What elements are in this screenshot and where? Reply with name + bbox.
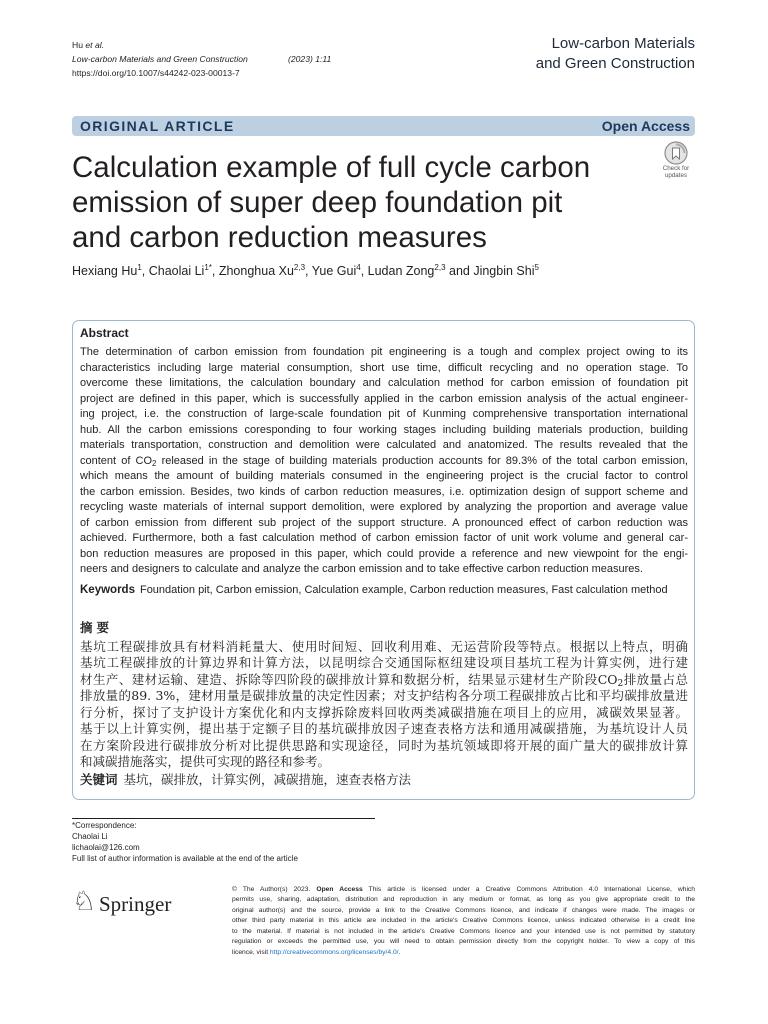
author-list — [72, 263, 672, 281]
journal-logo-line-1: Low-carbon Materials — [551, 35, 695, 52]
article-title — [72, 150, 652, 255]
abstract-line-part: released in the stage of building materials production accounts for 89.3% of the total carbon emission, — [156, 454, 688, 467]
abstract-text — [80, 345, 688, 578]
license-link[interactable]: http://creativecommons.org/licenses/by/4.0/ — [269, 948, 399, 956]
abstract-line: characteristics including large material consumption, short use time, difficult recycling and no operation stage. To — [80, 361, 688, 374]
journal-citation-line — [72, 52, 372, 66]
license-line: other third party material in this article are included in the article's Creative Commons licence, unless indicated otherwise in a credit line — [232, 917, 695, 925]
license-text: licence, visit — [232, 948, 270, 956]
chinese-line-part: 排放量占总 — [623, 671, 688, 687]
chinese-abstract-line: 在方案阶段进行碳排放分析对比提供思路和实现途径，同时为基坑领域即将开展的面广量大的碳排放计算 — [80, 737, 688, 753]
author-separator: , — [305, 264, 312, 278]
abstract-line: of carbon emission from different sub project of the support structure. A pronounced effect of carbon reduction was — [80, 516, 688, 529]
license-line — [232, 885, 695, 896]
doi-line — [72, 66, 372, 80]
author-affiliation: 1 — [137, 263, 142, 272]
abstract-line: hub. All the carbon emissions coresponding to four working stages including building materials production, building — [80, 423, 688, 436]
chinese-abstract-text — [80, 639, 688, 771]
chinese-keywords-text: 基坑，碳排放，计算实例，减碳措施，速查表格方法 — [123, 772, 412, 787]
springer-logo — [72, 886, 182, 920]
license-line: regulation or exceeds the permitted use, you will need to obtain permission directly from the copyright holder. To view a copy of this — [232, 938, 695, 946]
journal-logo-text — [435, 34, 695, 74]
abstract-line: project are defined in this paper, which is successfully applied in the carbon emission analysis of the actual engineer- — [80, 392, 688, 405]
corresponding-email[interactable]: lichaolai@126.com — [72, 843, 140, 852]
author-separator: and — [445, 264, 474, 278]
chinese-abstract-heading: 摘要 — [80, 620, 114, 635]
chinese-abstract-line — [80, 672, 688, 689]
author-separator: , — [141, 264, 149, 278]
title-line: Calculation example of full cycle carbon — [72, 151, 591, 184]
license-text: . — [398, 948, 401, 956]
abstract-line: materials transportation, construction and demolition were calculated and anatomized. The results revealed that the — [80, 439, 688, 451]
abstract-line: the carbon emission. Besides, two kinds of carbon reduction measures, i.e. optimization design of support scheme and — [80, 485, 688, 498]
author-affiliation: 2,3 — [434, 263, 446, 272]
subscript: 2 — [617, 678, 624, 689]
abstract-line: ing project, i.e. the construction of large-scale foundation pit of Kunming comprehensive transportation international — [80, 408, 688, 420]
check-for-updates-line-2: updates — [664, 172, 688, 179]
author-name: Hexiang Hu — [72, 264, 138, 278]
author-name: Jingbin Shi — [473, 264, 535, 278]
et-al: et al. — [85, 40, 105, 50]
springer-horse-icon: ♘ — [72, 886, 97, 917]
article-type: ORIGINAL ARTICLE — [80, 118, 235, 134]
license-line: permits use, sharing, adaptation, distribution and reproduction in any medium or format, as long as you give appropriate credit to the — [232, 896, 695, 904]
abstract-line: achieved. Furthermore, both a fast calculation method of carbon emission factor of unit work volume and general car- — [80, 532, 688, 544]
chinese-abstract-line: 基坑工程碳排放的计算边界和计算方法，以昆明综合交通国际枢纽建设项目基坑工程为计算实例，进行建 — [80, 655, 688, 671]
keywords-label: Keywords — [80, 584, 135, 596]
author-affiliation: 2,3 — [293, 263, 306, 272]
author-name: Zhonghua Xu — [218, 264, 294, 278]
author-name: Ludan Zong — [367, 264, 435, 278]
doi-link[interactable]: https://doi.org/10.1007/s44242-023-00013-7 — [72, 68, 240, 78]
chinese-abstract-line: 行分析，探讨了支护设计方案优化和内支撑拆除废料回收两类减碳措施在项目上的应用，减碳效果显著。 — [80, 704, 688, 720]
author-name: Yue Gui — [311, 264, 357, 278]
keywords — [80, 582, 688, 598]
license-line — [232, 948, 695, 959]
license-statement — [232, 885, 695, 959]
author-separator: , — [211, 264, 219, 278]
chinese-line-part: 材生产、建材运输、建造、拆除等四阶段的碳排放计算和数据分析，结果显示建材生产阶段CO — [80, 671, 618, 687]
abstract-line-part: content of CO — [80, 454, 153, 467]
footnote-divider — [72, 818, 375, 819]
author-affiliation: 5 — [534, 263, 539, 272]
abstract-line: The determination of carbon emission from foundation pit engineering is a tough and complex project owing to its — [80, 346, 688, 358]
check-for-updates-line-1: Check for — [662, 165, 690, 172]
license-copyright: © The Author(s) 2023. — [232, 885, 317, 893]
chinese-abstract-line: 和减碳措施落实，提供可实现的路径和参考。 — [80, 754, 331, 770]
author-name: Chaolai Li — [148, 264, 205, 278]
abstract-line: bon reduction measures are proposed in this paper, which could provide a reference and new viewpoint for the engi- — [80, 547, 688, 560]
keywords-text: Foundation pit, Carbon emission, Calculation example, Carbon reduction measures, Fast calculation method — [139, 584, 668, 596]
author-short-line — [72, 38, 372, 52]
subscript: 2 — [152, 458, 157, 468]
corresponding-author: Chaolai Li — [72, 832, 108, 841]
author-separator: , — [360, 264, 368, 278]
publisher-name: Springer — [99, 892, 172, 916]
abstract-line: neers and designers to calculate and analyze the carbon emission and to take effective carbon reduction measures. — [80, 563, 643, 575]
abstract-line: overcome these limitations, the calculation boundary and calculation method for carbon emission of foundation pit — [80, 377, 688, 389]
chinese-abstract-line: 基于以上计算实例，提出基于定额子目的基坑碳排放因子速查表格方法和通用减碳措施，为基坑设计人员 — [80, 721, 688, 737]
volume-info: (2023) 1:11 — [288, 54, 332, 64]
license-line: original author(s) and the source, provide a link to the Creative Commons licence, and indicate if changes were made. The images or — [232, 906, 695, 914]
chinese-keywords — [80, 772, 688, 788]
abstract-line: which means the amount of building materials consumed in the engineering project is the crucial factor to control — [80, 470, 688, 482]
article-type-banner — [72, 116, 695, 136]
license-line: to the material. If material is not included in the article's Creative Commons licence and your intended use is not permitted by statutory — [232, 927, 695, 935]
journal-logo-line-2: and Green Construction — [535, 55, 695, 72]
correspondence-footnote — [72, 820, 392, 864]
check-for-updates-badge[interactable] — [655, 141, 697, 183]
chinese-abstract-line: 基坑工程碳排放具有材料消耗量大、使用时间短、回收利用难、无运营阶段等特点。根据以上特点，明确 — [80, 638, 688, 654]
abstract-heading: Abstract — [80, 326, 129, 340]
chinese-keywords-label: 关键词 — [80, 772, 118, 787]
abstract-line: recycling waste materials of internal support demolition, were explored by analyzing the proportion and average value — [80, 501, 688, 513]
license-text: This article is licensed under a Creative Commons Attribution 4.0 International License, which — [362, 885, 695, 893]
correspondence-label: *Correspondence: — [72, 821, 137, 830]
check-for-updates-icon — [664, 141, 688, 165]
title-line: and carbon reduction measures — [72, 221, 487, 254]
running-header — [72, 38, 372, 80]
title-line: emission of super deep foundation pit — [72, 186, 563, 219]
journal-name: Low-carbon Materials and Green Construction — [72, 54, 248, 64]
license-open-access: Open Access — [316, 885, 363, 893]
author-info-note: Full list of author information is available at the end of the article — [72, 854, 298, 863]
open-access-label: Open Access — [601, 118, 690, 134]
author-affiliation: 4 — [356, 263, 361, 272]
author-affiliation: 1* — [204, 263, 212, 272]
chinese-abstract-line: 排放量的89. 3%，建材用量是碳排放量的决定性因素；对支护结构各分项工程碳排放占比和平均碳排放量进 — [80, 688, 688, 704]
abstract-line — [80, 454, 688, 470]
author-short: Hu — [72, 40, 83, 50]
